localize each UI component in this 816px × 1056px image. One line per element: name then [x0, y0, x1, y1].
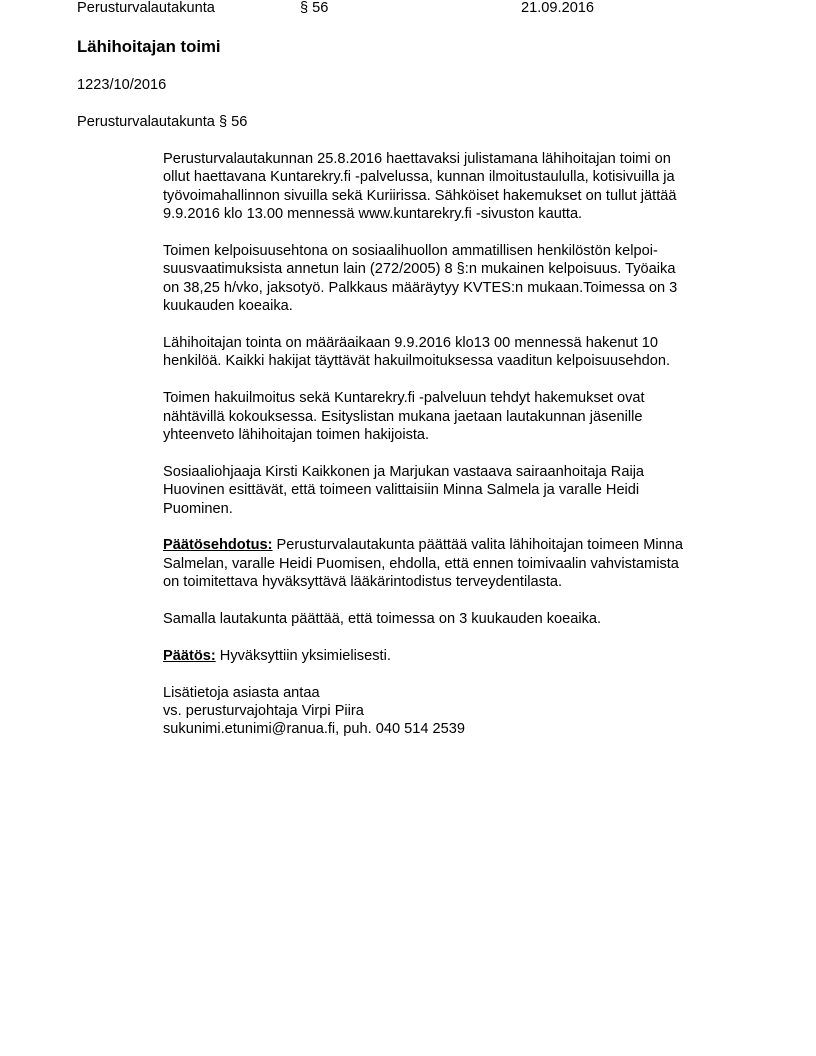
- text-line: nähtävillä kokouksessa. Esityslistan mukana jaetaan lautakunnan jäsenille: [163, 408, 643, 425]
- contact-email-phone: sukunimi.etunimi@ranua.fi, puh. 040 514 2539: [163, 721, 466, 738]
- text-line: Puominen.: [163, 500, 233, 517]
- text-line: Huovinen esittävät, että toimeen valittaisiin Minna Salmela ja varalle Heidi: [163, 482, 640, 499]
- decision-label: Päätös:: [163, 647, 216, 664]
- header-section: § 56: [300, 0, 329, 16]
- text-line: työvoimahallinnon sivuilla sekä Kuriirissa. Sähköiset hakemukset on tullut jättää: [163, 187, 677, 204]
- paragraph-applications: [163, 389, 743, 444]
- text-line: Lähihoitajan tointa on määräaikaan 9.9.2016 klo13 00 mennessä hakenut 10: [163, 335, 658, 352]
- text-line: Toimen kelpoisuusehtona on sosiaalihuollon ammatillisen henkilöstön kelpoi-: [163, 243, 658, 260]
- text-line: Salmelan, varalle Heidi Puomisen, ehdolla, että ennen toimivaalin vahvistamista: [163, 555, 679, 572]
- text-line: Toimen hakuilmoitus sekä Kuntarekry.fi -palveluun tehdyt hakemukset ovat: [163, 390, 645, 407]
- text-line: vs. perusturvajohtaja Virpi Piira: [163, 703, 364, 720]
- text-line: Samalla lautakunta päättää, että toimessa on 3 kuukauden koeaika.: [163, 611, 602, 628]
- proposal-text: Perusturvalautakunta päättää valita lähihoitajan toimeen Minna: [272, 537, 683, 554]
- text-line: ollut haettavana Kuntarekry.fi -palvelussa, kunnan ilmoitustaululla, kotisivuilla ja: [163, 169, 675, 186]
- text-line: suusvaatimuksista annetun lain (272/2005) 8 §:n mukainen kelpoisuus. Työaika: [163, 261, 676, 278]
- paragraph-recommendation: [163, 463, 743, 518]
- paragraph-probation: [163, 610, 743, 628]
- committee-reference: Perusturvalautakunta § 56: [77, 114, 248, 130]
- text-line: Lisätietoja asiasta antaa: [163, 684, 320, 701]
- document-header: [0, 0, 816, 19]
- text-line: Sosiaaliohjaaja Kirsti Kaikkonen ja Marjukan vastaava sairaanhoitaja Raija: [163, 463, 645, 480]
- paragraph-decision: [163, 647, 743, 665]
- text-line: kuukauden koeaika.: [163, 298, 293, 315]
- proposal-label: Päätösehdotus:: [163, 537, 273, 554]
- decision-line: [163, 647, 743, 665]
- text-line: on 38,25 h/vko, jaksotyö. Palkkaus määräytyy KVTES:n mukaan.Toimessa on 3: [163, 279, 678, 296]
- proposal-first-line: [163, 536, 743, 554]
- paragraph-proposal: [163, 536, 743, 591]
- text-line: henkilöä. Kaikki hakijat täyttävät hakuilmoituksessa vaaditun kelpoisuusehdon.: [163, 353, 671, 370]
- document-body: [163, 150, 743, 757]
- header-date: 21.09.2016: [521, 0, 595, 16]
- decision-text: Hyväksyttiin yksimielisesti.: [215, 647, 391, 664]
- text-line: 9.9.2016 klo 13.00 mennessä www.kuntarekry.fi -sivuston kautta.: [163, 206, 583, 223]
- header-committee: Perusturvalautakunta: [77, 0, 215, 16]
- text-line: yhteenveto lähihoitajan toimen hakijoista.: [163, 427, 430, 444]
- paragraph-announcement: [163, 150, 743, 224]
- text-line: Perusturvalautakunnan 25.8.2016 haettavaksi julistamana lähihoitajan toimi on: [163, 151, 671, 167]
- paragraph-contact: [163, 684, 743, 739]
- document-title: Lähihoitajan toimi: [77, 37, 221, 56]
- text-line: on toimitettava hyväksyttävä lääkärintodistus terveydentilasta.: [163, 574, 563, 591]
- paragraph-applicants: [163, 334, 743, 371]
- case-number: 1223/10/2016: [77, 77, 167, 93]
- paragraph-qualification: [163, 242, 743, 316]
